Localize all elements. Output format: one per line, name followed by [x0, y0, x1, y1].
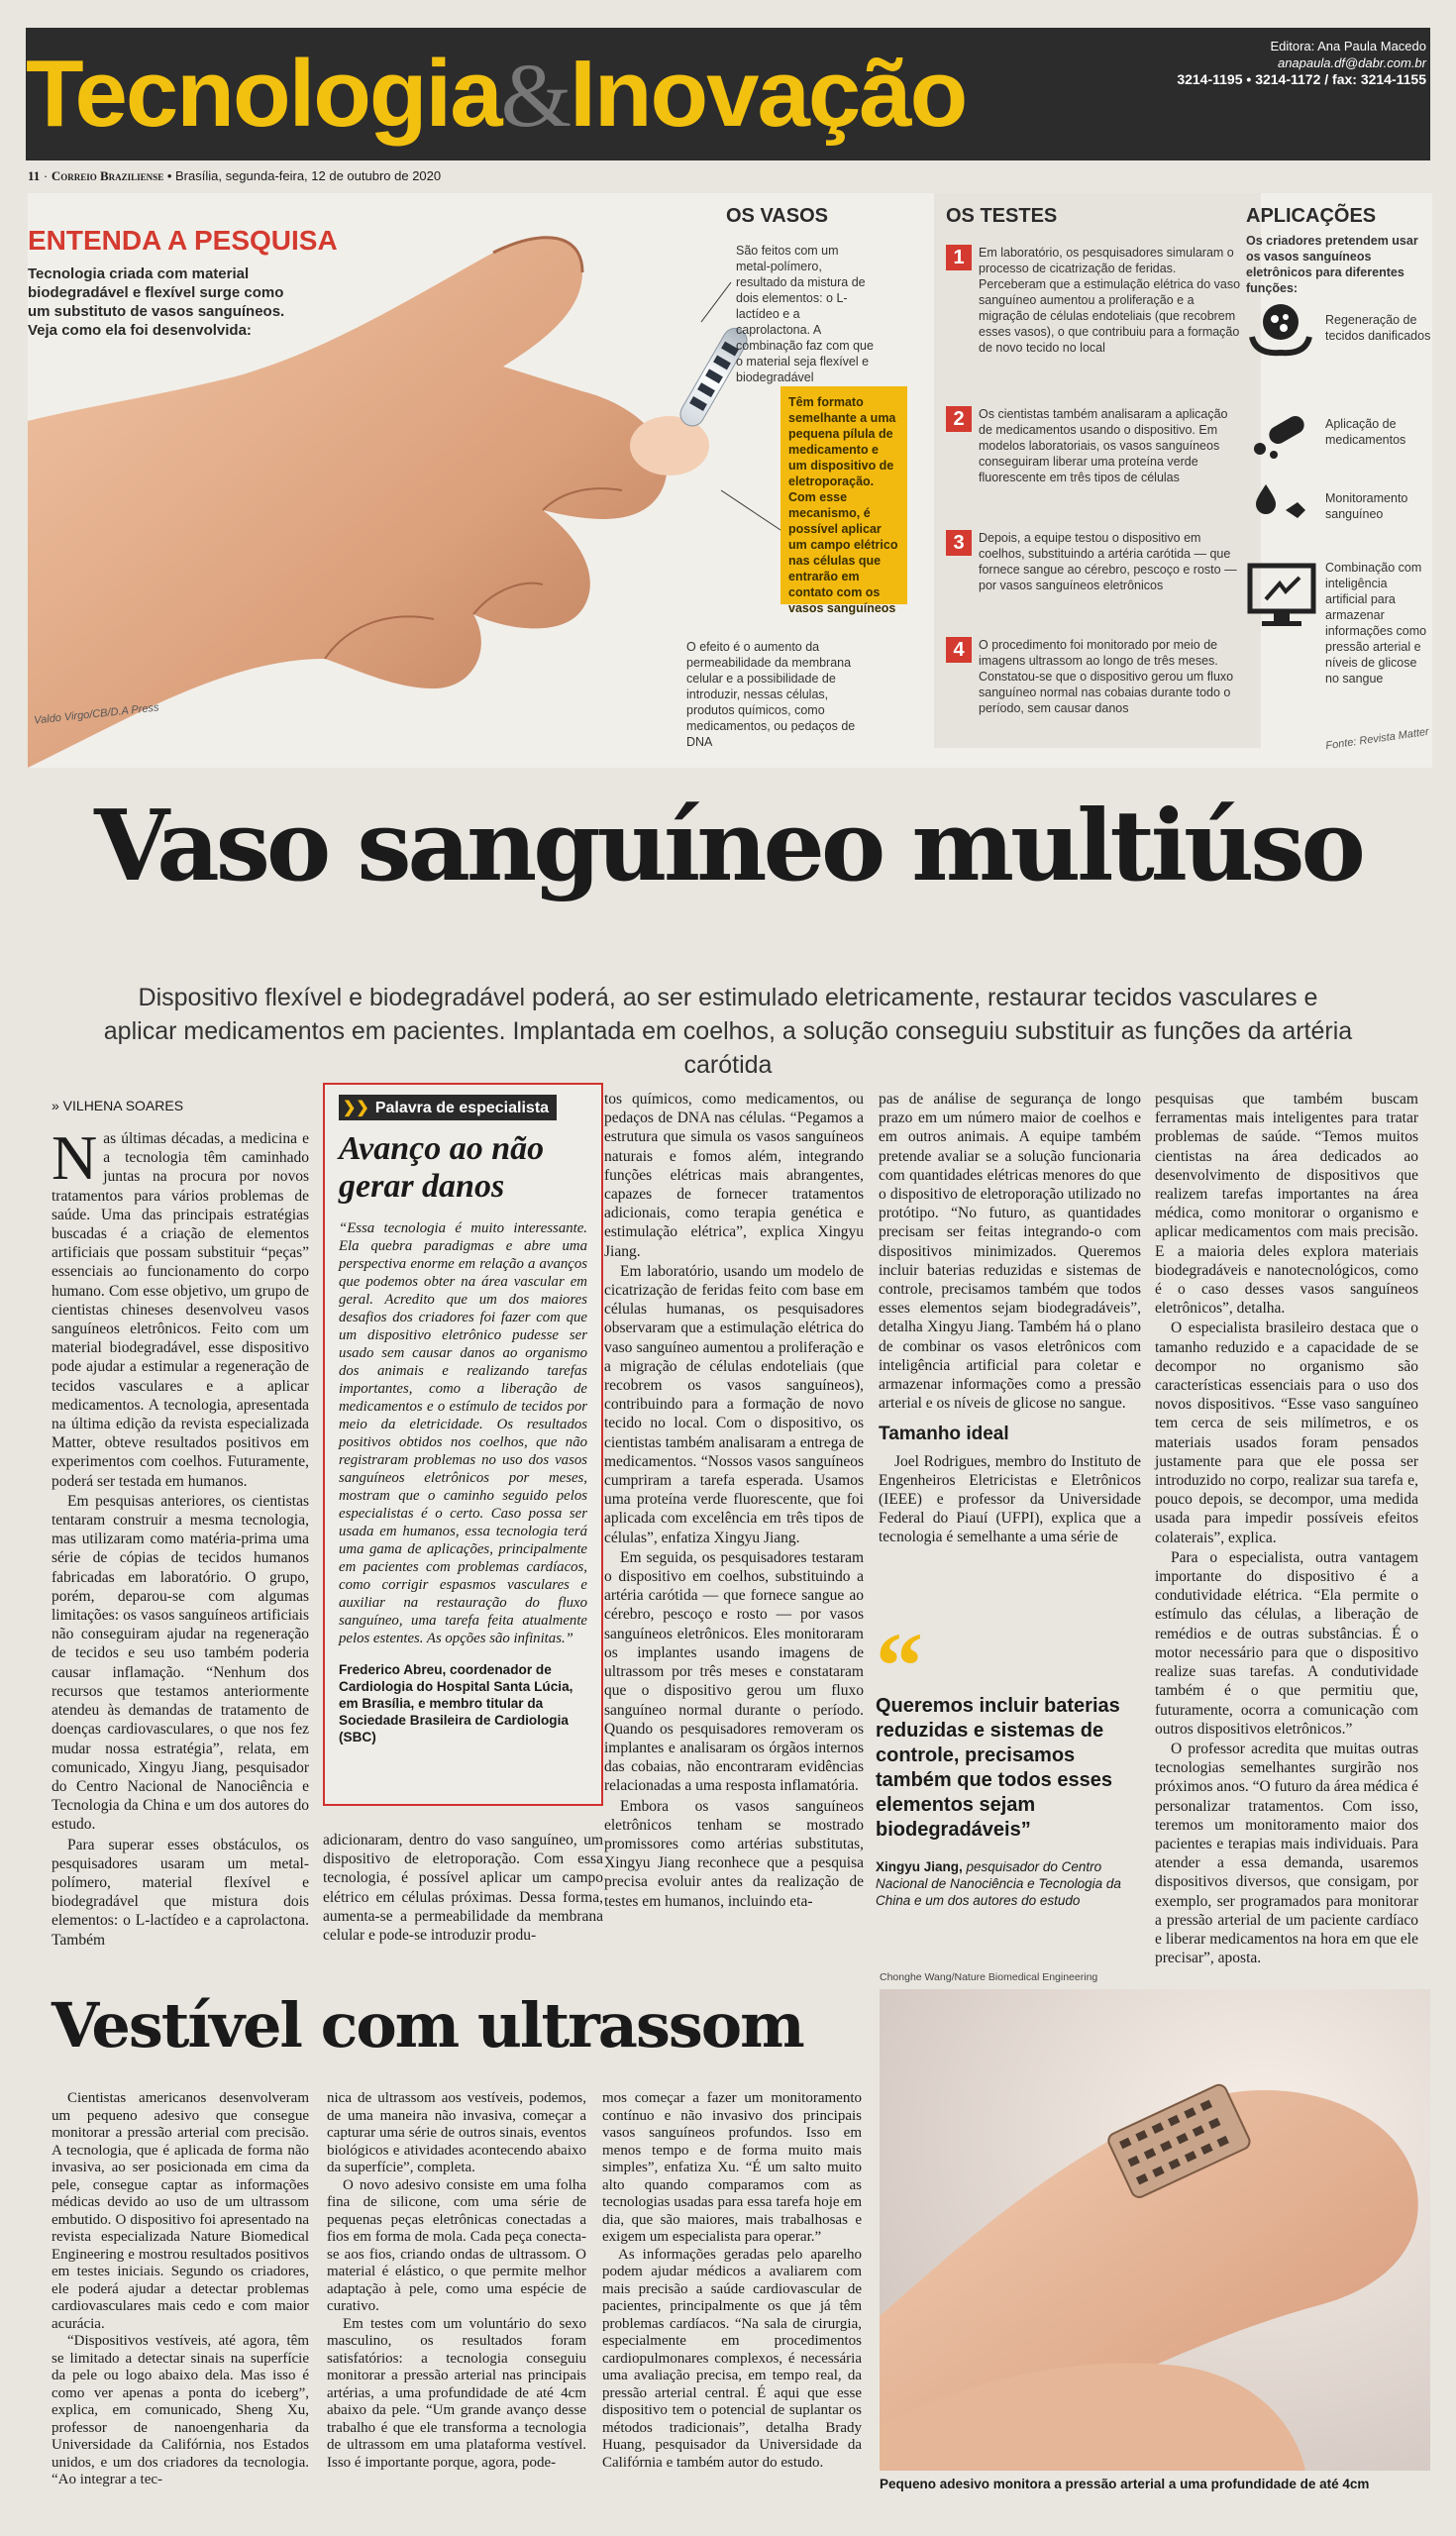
article-col-4 — [879, 1090, 1141, 1548]
computer-ai-icon — [1246, 560, 1320, 639]
paragraph: Em laboratório, usando um modelo de cicatrização de feridas feito com base em células humanas, os pesquisadores observaram que a estimulação elétrica do vaso sanguíneo aumentou a proliferação e a migração de células endoteliais (que recobrem os vasos sanguíneos), contribuindo para a formação de novo tecido no local. Com o dispositivo, os cientistas também analisaram a entrega de medicamentos. “Nossos vasos sanguíneos cumpriram a tarefa esperada. Usamos uma proteína verde fluorescente, que foi aplicada com excelência em três tipos de células”, enfatiza Xingyu Jiang. — [604, 1262, 864, 1546]
article2-col-1 — [52, 2090, 309, 2489]
ampersand: & — [500, 45, 571, 146]
step-text: O procedimento foi monitorado por meio de imagens ultrassom ao longo de três meses. Constatou-se que o dispositivo gerou um fluxo sanguíneo normal nas cobaias durante todo o período, sem causar danos — [979, 638, 1234, 715]
double-chevron-icon: ❯❯ — [343, 1100, 369, 1116]
paragraph: Em pesquisas anteriores, os cientistas tentaram construir a mesma tecnologia, mas utilizaram como matéria-prima uma série de cópias de tecidos humanos fabricadas em laboratório. O grupo, porém, deparou-se com algumas limitações: os vasos sanguíneos artificiais não conseguiram ajudar na regeneração de tecidos e seu uso também poderia causar inflamação. “Nenhum dos recursos que testamos anteriormente atendeu às demandas de tratamento de doenças cardiovasculares, o que nos fez mudar nossa estratégia”, relata, em comunicado, Xingyu Jiang, pesquisador do Centro Nacional de Nanociência e Tecnologia da China e um dos autores do estudo. — [52, 1492, 309, 1834]
app-label: Regeneração de tecidos danificados — [1325, 313, 1431, 343]
finger-photo-illustration — [880, 1989, 1430, 2471]
app-label: Aplicação de medicamentos — [1325, 417, 1406, 447]
page-date: • Brasília, segunda-feira, 12 de outubro de 2020 — [166, 168, 442, 183]
paragraph: adicionaram, dentro do vaso sanguíneo, um dispositivo de eletroporação. Com essa tecnologia, é possível aplicar um campo elétrico em células próximas. Dessa forma, aumenta-se a permeabilidade da membrana celular e pode-se introduzir produ- — [323, 1832, 603, 1945]
editor-email[interactable]: anapaula.df@dabr.com.br — [1277, 55, 1426, 70]
section-title: Tecnologia&Inovação — [26, 41, 967, 147]
paragraph: pesquisas que também buscam ferramentas mais inteligentes para tratar problemas de saúde. “Temos muitos cientistas na área dedicados ao desenvolvimento de dispositivos que realizem tarefas importantes na área médica, como monitorar o organismo e aplicar medicamentos com mais precisão. E a maioria deles explora materiais biodegradáveis e nanotecnológicos, como é o caso desses vasos sanguíneos eletrônicos”, detalha. — [1155, 1091, 1418, 1318]
efeito-text: O efeito é o aumento da permeabilidade da membrana celular e a possibilidade de introduzir, nessas células, produtos químicos, como medicamentos, ou pedaços de DNA — [686, 640, 856, 749]
author-byline: » VILHENA SOARES — [52, 1098, 184, 1113]
article-col-1 — [52, 1122, 309, 1951]
apps-title: APLICAÇÕES — [1246, 205, 1377, 227]
pull-quote-text: Queremos incluir baterias reduzidas e sistemas de controle, precisamos também que todos esses elementos sejam biodegradáveis” — [876, 1695, 1120, 1841]
pills-icon — [1246, 411, 1315, 461]
article-deck: Dispositivo flexível e biodegradável poderá, ao ser estimulado eletricamente, restaurar tecidos vasculares e aplicar medicamentos em pacientes. Implantada em coelhos, a solução conseguiu substituir as funções da artéria carótida — [103, 984, 1353, 1079]
step-text: Os cientistas também analisaram a aplicação de medicamentos usando o dispositivo. Em modelos laboratoriais, os vasos sanguíneos conseguiram liberar uma proteína verde fluorescente em três tipos de células — [979, 407, 1228, 484]
paragraph: O especialista brasileiro destaca que o tamanho reduzido e a capacidade de se decompor no organismo são características essenciais para o uso dos novos dispositivos. “Esse vaso sanguíneo tem cerca de seis milímetros, e os materiais usados foram pensados justamente para que ele possa ser introduzido no corpo, realizar sua tarefa e, pouco depois, se decompor, uma medida usada para impedir possíveis efeitos colaterais”, explica. — [1155, 1320, 1418, 1546]
step-number: 2 — [946, 406, 972, 432]
source-credit: Fonte: Revista Matter — [1324, 725, 1430, 753]
step-4 — [946, 637, 1243, 736]
paragraph: Em testes com um voluntário do sexo masculino, os resultados foram satisfatórios: a tecnologia conseguiu monitorar a pressão arterial nas principais artérias, a uma profundidade de até 4cm abaixo da pele. “Um grande avanço desse trabalho é que ele transforma a tecnologia de ultrassom em uma plataforma vestível. Isso é importante porque, agora, pode- — [327, 2315, 586, 2471]
step-number: 1 — [946, 245, 972, 270]
dropcap: N — [52, 1122, 98, 1193]
paragraph: Em seguida, os pesquisadores testaram o dispositivo em coelhos, substituindo a artéria carótida — que fornece sangue ao cérebro, pescoço e rosto — por vasos sanguíneos eletrônicos. Eles monitoraram os implantes usando imagens de ultrassom por três meses e constataram que o dispositivo gerou um fluxo sanguíneo normal durante o período. Quando os pesquisadores removeram os implantes e analisaram os órgãos internos das cobaias, não encontraram evidências relacionadas a uma resposta inflamatória. — [604, 1548, 864, 1795]
paragraph: O novo adesivo consiste em uma folha fina de silicone, com uma série de pequenas peças eletrônicas conectadas a fios em forma de mola. Cada peça conecta-se aos fios, criando ondas de ultrassom. O material é elástico, o que permite melhor adaptação à pele, como uma espécie de curativo. — [327, 2176, 586, 2314]
finger-patch-photo — [880, 1989, 1430, 2471]
step-1 — [946, 245, 1243, 364]
infographic-intro: Tecnologia criada com material biodegradável e flexível surge como um substituto de vasos sanguíneos. Veja como ela foi desenvolvida: — [28, 265, 285, 339]
paragraph: pas de análise de segurança de longo prazo em um número maior de coelhos e em outros animais. A equipe também pretende avaliar se a solução funcionaria com quantidades elétricas menores do que o dispositivo de eletroporação utilizado no protótipo. “No futuro, as quantidades precisam ser feitas integrando-o com dispositivos minimizados. Queremos incluir baterias reduzidas e sistemas de controle, precisamos também que todos esses elementos sejam biodegradáveis”, detalha Xingyu Jiang. Também há o plano de combinar os vasos eletrônicos com inteligência artificial para coletar e armazenar informações como a pressão arterial e os níveis de glicose no sangue. — [879, 1091, 1141, 1413]
specialist-title: Avanço ao não gerar danos — [339, 1130, 545, 1205]
specialist-byline: Frederico Abreu, coordenador de Cardiologia do Hospital Santa Lúcia, em Brasília, e membro titular da Sociedade Brasileira de Cardiologia (SBC) — [339, 1662, 573, 1744]
paragraph: tos químicos, como medicamentos, ou pedaços de DNA nas células. “Pegamos a estrutura que simula os vasos sanguíneos naturais e fomos além, integrando funções elétricas mais abrangentes, capazes de fornecer tratamentos adicionais, como terapia genética e estimulação elétrica”, explica Xingyu Jiang. — [604, 1091, 864, 1260]
article-col-3 — [604, 1090, 864, 1912]
article-headline: Vaso sanguíneo multiúso — [94, 790, 1362, 903]
yellow-callout: Têm formato semelhante a uma pequena pílula de medicamento e um dispositivo de eletroporação. Com esse mecanismo, é possível aplicar um campo elétrico nas células que entrarão em contato com os vasos sanguíneos — [780, 386, 907, 604]
step-number: 4 — [946, 637, 972, 663]
subhead: Tamanho ideal — [879, 1424, 1009, 1445]
paper-name: Correio Braziliense — [51, 168, 164, 183]
infographic — [28, 193, 1432, 768]
editor-info — [1177, 38, 1426, 88]
editor-name: Editora: Ana Paula Macedo — [1270, 39, 1426, 53]
step-text: Depois, a equipe testou o dispositivo em coelhos, substituindo a artéria carótida — que fornece sangue ao cérebro, pescoço e rosto — por vasos sanguíneos eletrônicos — [979, 531, 1237, 592]
tissue-regeneration-icon — [1246, 297, 1315, 357]
step-number: 3 — [946, 530, 972, 556]
paragraph: Cientistas americanos desenvolveram um pequeno adesivo que consegue monitorar a pressão arterial com precisão. A tecnologia, que é aplicada de forma não invasiva, ao ser posicionada em cima da pele, consegue captar as informações médicas devido ao uso de um ultrassom embutido. O dispositivo foi apresentado na revista especializada Nature Biomedical Engineering e mostrou resultados positivos em testes iniciais. Segundo os criadores, ele poderá ajudar a detectar problemas cardiovasculares mais cedo e com maior acurácia. — [52, 2090, 309, 2332]
pull-quote — [876, 1613, 1143, 1909]
paragraph: “Dispositivos vestíveis, até agora, têm se limitado a detectar sinais na superfície da pele ou logo abaixo dela. Mas isso é como ver apenas a ponta do iceberg”, explica, em comunicado, Sheng Xu, professor de nanoengenharia da Universidade da Califórnia, nos Estados unidos, e um dos criadores da tecnologia. “Ao integrar a tec- — [52, 2333, 309, 2487]
pull-quote-attribution: Xingyu Jiang, pesquisador do Centro Nacional de Nanociência e Tecnologia da China e um dos autores do estudo — [876, 1859, 1121, 1908]
article2-col-2 — [327, 2090, 586, 2472]
vasos-title: OS VASOS — [726, 205, 828, 227]
vasos-text: São feitos com um metal-polímero, resultado da mistura de dois elementos: o L-lactídeo e a caprolactona. A combinação faz com que o material seja flexível e biodegradável — [736, 244, 874, 384]
blood-drop-icon — [1246, 480, 1315, 530]
testes-title: OS TESTES — [946, 205, 1058, 227]
app-label: Monitoramento sanguíneo — [1325, 491, 1408, 521]
step-2 — [946, 406, 1243, 505]
paragraph: nica de ultrassom aos vestíveis, podemos, de uma maneira não invasiva, começar a capturar uma série de outros sinais, eventos biológicos e atividades acontecendo abaixo da superfície”, completa. — [327, 2090, 586, 2175]
specialist-badge: ❯❯ Palavra de especialista — [339, 1095, 557, 1120]
page-number: 11 — [28, 168, 41, 183]
paragraph: O professor acredita que muitas outras tecnologias semelhantes surgirão nos próximos anos. “O futuro da área médica é personalizar tratamentos. Com isso, teremos um monitoramento maior dos pacientes e terapias mais individuais. Para atender a essa demanda, usaremos dispositivos diversos, que consigam, por exemplo, ser programados para monitorar a pressão arterial de um paciente cardíaco e liberar medicamentos na hora em que ele precisar”, aposta. — [1155, 1740, 1418, 1967]
specialist-box — [323, 1083, 603, 1806]
paragraph: as últimas décadas, a medicina e a tecnologia têm caminhado juntas na procura por novos tratamentos para vários problemas de saúde. Uma das principais estratégias buscadas é a criação de elementos artificiais que possam substituir “peças” essenciais ao funcionamento do corpo humano. Com esse objetivo, um grupo de cientistas chineses desenvolveu vasos sanguíneos eletrônicos. Feito com um material biodegradável, esse dispositivo pode ajudar a estimular a regeneração de tecidos vasculares e a aplicar medicamentos. A tecnologia, apresentada na última edição da revista especializada Matter, obteve resultados positivos em experimentos com coelhos. Futuramente, poderá ser testada em humanos. — [52, 1130, 309, 1490]
paragraph: As informações geradas pelo aparelho podem ajudar médicos a avaliarem com mais precisão a saúde cardiovascular de pacientes, principalmente os que já têm problemas cardíacos. “Na sala de cirurgia, especialmente em procedimentos cardiopulmonares complexos, é necessária uma avaliação precisa, em tempo real, da pressão arterial central. É aqui que esse dispositivo tem o potencial de suplantar os métodos tradicionais”, detalha Brady Huang, pesquisador da Universidade da Califórnia e também autor do estudo. — [602, 2246, 862, 2471]
step-3 — [946, 530, 1243, 609]
paragraph: Para superar esses obstáculos, os pesquisadores usaram um metal-polímero, material flexível e biodegradável que mistura dois elementos: o L-lactídeo e a caprolactona. Também — [52, 1836, 309, 1949]
specialist-quote: “Essa tecnologia é muito interessante. Ela quebra paradigmas e abre uma perspectiva enorme em relação a avanços que podemos obter na área vascular em geral. Acredito que um dos maiores desafios dos criadores foi fazer com que um dispositivo eletrônico pudesse ser usado sem causar danos ao organismo dos animais e realizando tarefas importantes, como a liberação de medicamentos e o estímulo de tecidos por meio da eletricidade. Os resultados positivos obtidos nos coelhos, que não registraram problemas no uso dos vasos sanguíneos eletrônicos por meses, mostram que o caminho seguido pelos especialistas é o certo. Caso possa ser usada em humanos, essa tecnologia terá uma gama de aplicações, principalmente em pacientes com problemas cardíacos, como corrigir espasmos vasculares e auxiliar na restauração do fluxo sanguíneo, uma tarefa feita atualmente pelos estentes. As opções são infinitas.” — [339, 1220, 587, 1646]
paragraph: mos começar a fazer um monitoramento contínuo e não invasivo dos principais vasos sanguíneos profundos. Isso em menos tempo e de forma muito mais simples”, enfatiza Xu. “É um salto muito alto quando comparamos com as tecnologias usadas para essa tarefa hoje em dia, que são maiores, mais trabalhosas e exigem um especialista para operar.” — [602, 2090, 862, 2245]
article-col-5 — [1155, 1090, 1418, 1968]
paragraph: Embora os vasos sanguíneos eletrônicos tenham se mostrado promissores como artérias substitutas, Xingyu Jiang reconhece que a pesquisa precisa evoluir antes da realização de testes em humanos, incluindo eta- — [604, 1797, 864, 1910]
illustration-credit: Valdo Virgo/CB/D.A Press — [33, 701, 160, 727]
folio: 11 · Correio Braziliense • Brasília, segunda-feira, 12 de outubro de 2020 — [28, 168, 442, 183]
photo-credit: Chonghe Wang/Nature Biomedical Engineering — [880, 1971, 1098, 1983]
step-text: Em laboratório, os pesquisadores simularam o processo de cicatrização de feridas. Perceberam que a estimulação elétrica do vaso sanguíneo aumentou a proliferação e a migração de células endoteliais (que recobrem esses vasos), o que contribuiu para a formação de novo tecido no local — [979, 246, 1241, 355]
paragraph: Para o especialista, outra vantagem importante do dispositivo é a condutividade elétrica. “Ela permite o estímulo das células, a liberação de remédios e de outras substâncias. É o motor necessário para que o dispositivo realize suas tarefas. A condutividade também é o que permitiu que, futuramente, ocorra a comunicação com outros dispositivos eletrônicos.” — [1155, 1548, 1418, 1738]
app-label: Combinação com inteligência artificial para armazenar informações como pressão arterial e níveis de glicose no sangue — [1325, 561, 1427, 686]
testes-panel — [934, 193, 1261, 748]
apps-intro: Os criadores pretendem usar os vasos sanguíneos eletrônicos para diferentes funções: — [1246, 234, 1418, 295]
photo-caption: Pequeno adesivo monitora a pressão arterial a uma profundidade de até 4cm — [880, 2477, 1370, 2491]
infographic-title: ENTENDA A PESQUISA — [28, 225, 338, 256]
quote-mark-icon: “ — [876, 1613, 923, 1719]
article2-col-3 — [602, 2090, 862, 2472]
editor-phones: 3214-1195 • 3214-1172 / fax: 3214-1155 — [1177, 71, 1426, 87]
paragraph: Joel Rodrigues, membro do Instituto de Engenheiros Eletricistas e Eletrônicos (IEEE) e professor da Universidade Federal do Piauí (UFPI), explica que a tecnologia é semelhante a uma série de — [879, 1452, 1141, 1546]
applications-panel — [1246, 193, 1432, 748]
article-col-2 — [323, 1831, 603, 1946]
secondary-headline: Vestível com ultrassom — [52, 1989, 803, 2061]
